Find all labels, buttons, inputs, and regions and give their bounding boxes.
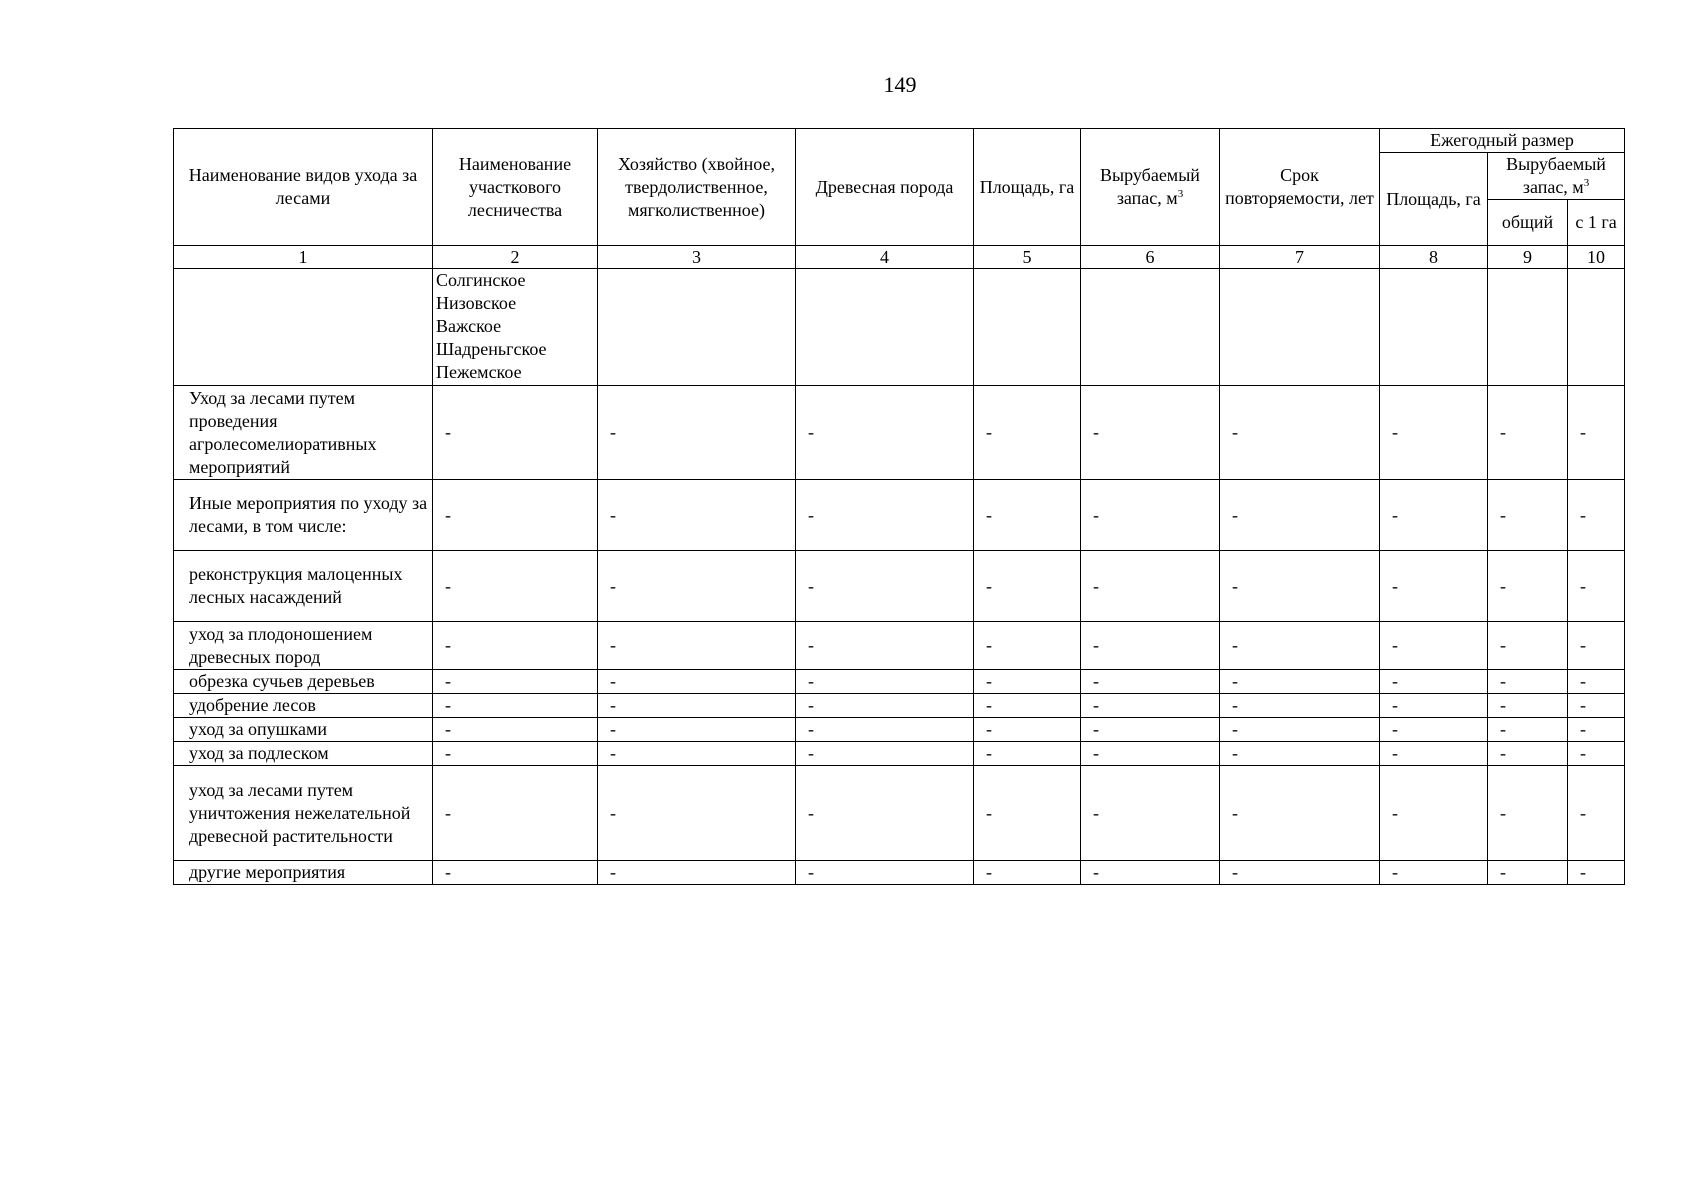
table-cell: - [433,670,598,694]
care-type-label: уход за лесами путем уничтожения нежелательной древесной растительности [174,766,433,861]
header-care-type: Наименование видов ухода за лесами [174,129,433,246]
table-cell: - [433,622,598,670]
table-cell: - [1568,480,1625,551]
table-row [174,861,1625,885]
header-annual-stock-text: Вырубаемый запас, м [1506,154,1606,197]
table-cell: - [1220,670,1380,694]
header-cut-stock [1081,129,1220,246]
table-cell: - [1568,861,1625,885]
table-row [174,766,1625,861]
care-type-label: обрезка сучьев деревьев [174,670,433,694]
table-cell: - [1568,386,1625,480]
care-type-label: удобрение лесов [174,694,433,718]
table-cell: - [974,480,1081,551]
column-number-row [174,246,1625,269]
table-row [174,622,1625,670]
table-cell: - [974,742,1081,766]
table-cell: - [1380,386,1488,480]
table-cell: - [1488,622,1568,670]
header-repeat-period: Срок повторяемости, лет [1220,129,1380,246]
table-cell: - [1081,718,1220,742]
table-cell: - [1380,670,1488,694]
forestry-name: Важское [436,316,502,336]
empty-cell [1568,269,1625,386]
table-cell: - [974,766,1081,861]
table-cell: - [1081,551,1220,622]
table-cell: - [1488,386,1568,480]
forestry-name: Шадреньгское [436,339,547,359]
table-cell: - [796,670,974,694]
table-cell: - [598,670,796,694]
empty-cell [174,269,433,386]
table-cell: - [598,386,796,480]
table-cell: - [974,551,1081,622]
table-cell: - [598,480,796,551]
table-cell: - [796,551,974,622]
table-cell: - [796,622,974,670]
table-cell: - [1568,622,1625,670]
table-cell: - [1488,861,1568,885]
table-cell: - [1220,551,1380,622]
table-row [174,718,1625,742]
column-number: 8 [1380,246,1488,269]
header-stock-total: общий [1488,200,1568,246]
table-cell: - [433,742,598,766]
table-header [174,129,1625,269]
header-area: Площадь, га [974,129,1081,246]
header-forestry: Наименование участкового лесничества [433,129,598,246]
table-cell: - [796,861,974,885]
table-cell: - [1488,718,1568,742]
table-cell: - [598,766,796,861]
column-number: 5 [974,246,1081,269]
table-cell: - [1220,861,1380,885]
empty-cell [1220,269,1380,386]
table-row [174,480,1625,551]
table-cell: - [1081,480,1220,551]
table-cell: - [1081,861,1220,885]
table-row [174,386,1625,480]
table-cell: - [598,622,796,670]
table-cell: - [1380,718,1488,742]
header-annual-size: Ежегодный размер [1380,129,1625,153]
table-cell: - [1380,480,1488,551]
table-row [174,670,1625,694]
care-type-label: Уход за лесами путем проведения агролесомелиоративных мероприятий [174,386,433,480]
table-row [174,742,1625,766]
column-number: 7 [1220,246,1380,269]
table-body [174,269,1625,885]
table-cell: - [1081,694,1220,718]
table-cell: - [1081,670,1220,694]
table-cell: - [598,551,796,622]
table-cell: - [1568,694,1625,718]
table-cell: - [1220,386,1380,480]
empty-cell [796,269,974,386]
table-cell: - [974,670,1081,694]
table-row [174,694,1625,718]
header-annual-stock [1488,153,1625,200]
table-cell: - [1488,694,1568,718]
empty-cell [1488,269,1568,386]
table-cell: - [796,386,974,480]
table-cell: - [598,694,796,718]
forestry-name: Солгинское [436,270,526,290]
page-number: 149 [883,72,917,97]
table-cell: - [1568,551,1625,622]
table-cell: - [598,861,796,885]
care-type-label: реконструкция малоценных лесных насаждений [174,551,433,622]
header-cut-stock-sup: 3 [1177,188,1184,200]
table-cell: - [1568,718,1625,742]
care-type-label: Иные мероприятия по уходу за лесами, в том числе: [174,480,433,551]
table-row [174,551,1625,622]
header-tree-species: Древесная порода [796,129,974,246]
table-cell: - [974,861,1081,885]
table-cell: - [1488,742,1568,766]
table-cell: - [1220,622,1380,670]
column-number: 1 [174,246,433,269]
table-cell: - [598,718,796,742]
table-cell: - [1488,480,1568,551]
table-cell: - [974,622,1081,670]
table-cell: - [974,386,1081,480]
table-cell: - [796,694,974,718]
empty-cell [1081,269,1220,386]
table-cell: - [1380,861,1488,885]
table-cell: - [796,742,974,766]
care-type-label: другие мероприятия [174,861,433,885]
table-cell: - [796,766,974,861]
column-number: 4 [796,246,974,269]
table-cell: - [1568,766,1625,861]
table-cell: - [1568,670,1625,694]
care-type-label: уход за подлеском [174,742,433,766]
table-cell: - [433,718,598,742]
table-cell: - [433,766,598,861]
header-annual-area: Площадь, га [1380,153,1488,246]
table-cell: - [974,718,1081,742]
table-cell: - [1220,742,1380,766]
empty-cell [598,269,796,386]
header-economy: Хозяйство (хвойное, твердолиственное, мягколиственное) [598,129,796,246]
table-cell: - [433,386,598,480]
forestry-name: Низовское [436,293,517,313]
table-cell: - [796,480,974,551]
forestry-name: Пежемское [436,362,522,382]
table-cell: - [796,718,974,742]
table-cell: - [1220,766,1380,861]
column-number: 2 [433,246,598,269]
forestry-row [174,269,1625,386]
column-number: 10 [1568,246,1625,269]
table-cell: - [1380,622,1488,670]
forestry-list [433,269,598,386]
table-cell: - [1081,622,1220,670]
table-cell: - [433,551,598,622]
table-cell: - [1488,766,1568,861]
table-cell: - [433,480,598,551]
forest-care-table [173,128,1625,885]
table-cell: - [1380,742,1488,766]
table-cell: - [1220,718,1380,742]
column-number: 3 [598,246,796,269]
table-cell: - [1488,551,1568,622]
empty-cell [1380,269,1488,386]
column-number: 9 [1488,246,1568,269]
table-cell: - [598,742,796,766]
table-cell: - [1220,694,1380,718]
table-cell: - [433,694,598,718]
table-cell: - [433,861,598,885]
table-cell: - [1081,386,1220,480]
column-number: 6 [1081,246,1220,269]
table-cell: - [1488,670,1568,694]
header-annual-stock-sup: 3 [1583,177,1590,189]
table-cell: - [1081,742,1220,766]
table-cell: - [1568,742,1625,766]
care-type-label: уход за опушками [174,718,433,742]
table-cell: - [1220,480,1380,551]
table-cell: - [1380,551,1488,622]
table-cell: - [1081,766,1220,861]
header-cut-stock-text: Вырубаемый запас, м [1100,165,1200,208]
table-cell: - [1380,766,1488,861]
header-stock-per-ha: с 1 га [1568,200,1625,246]
care-type-label: уход за плодоношением древесных пород [174,622,433,670]
empty-cell [974,269,1081,386]
table-cell: - [1380,694,1488,718]
table-cell: - [974,694,1081,718]
